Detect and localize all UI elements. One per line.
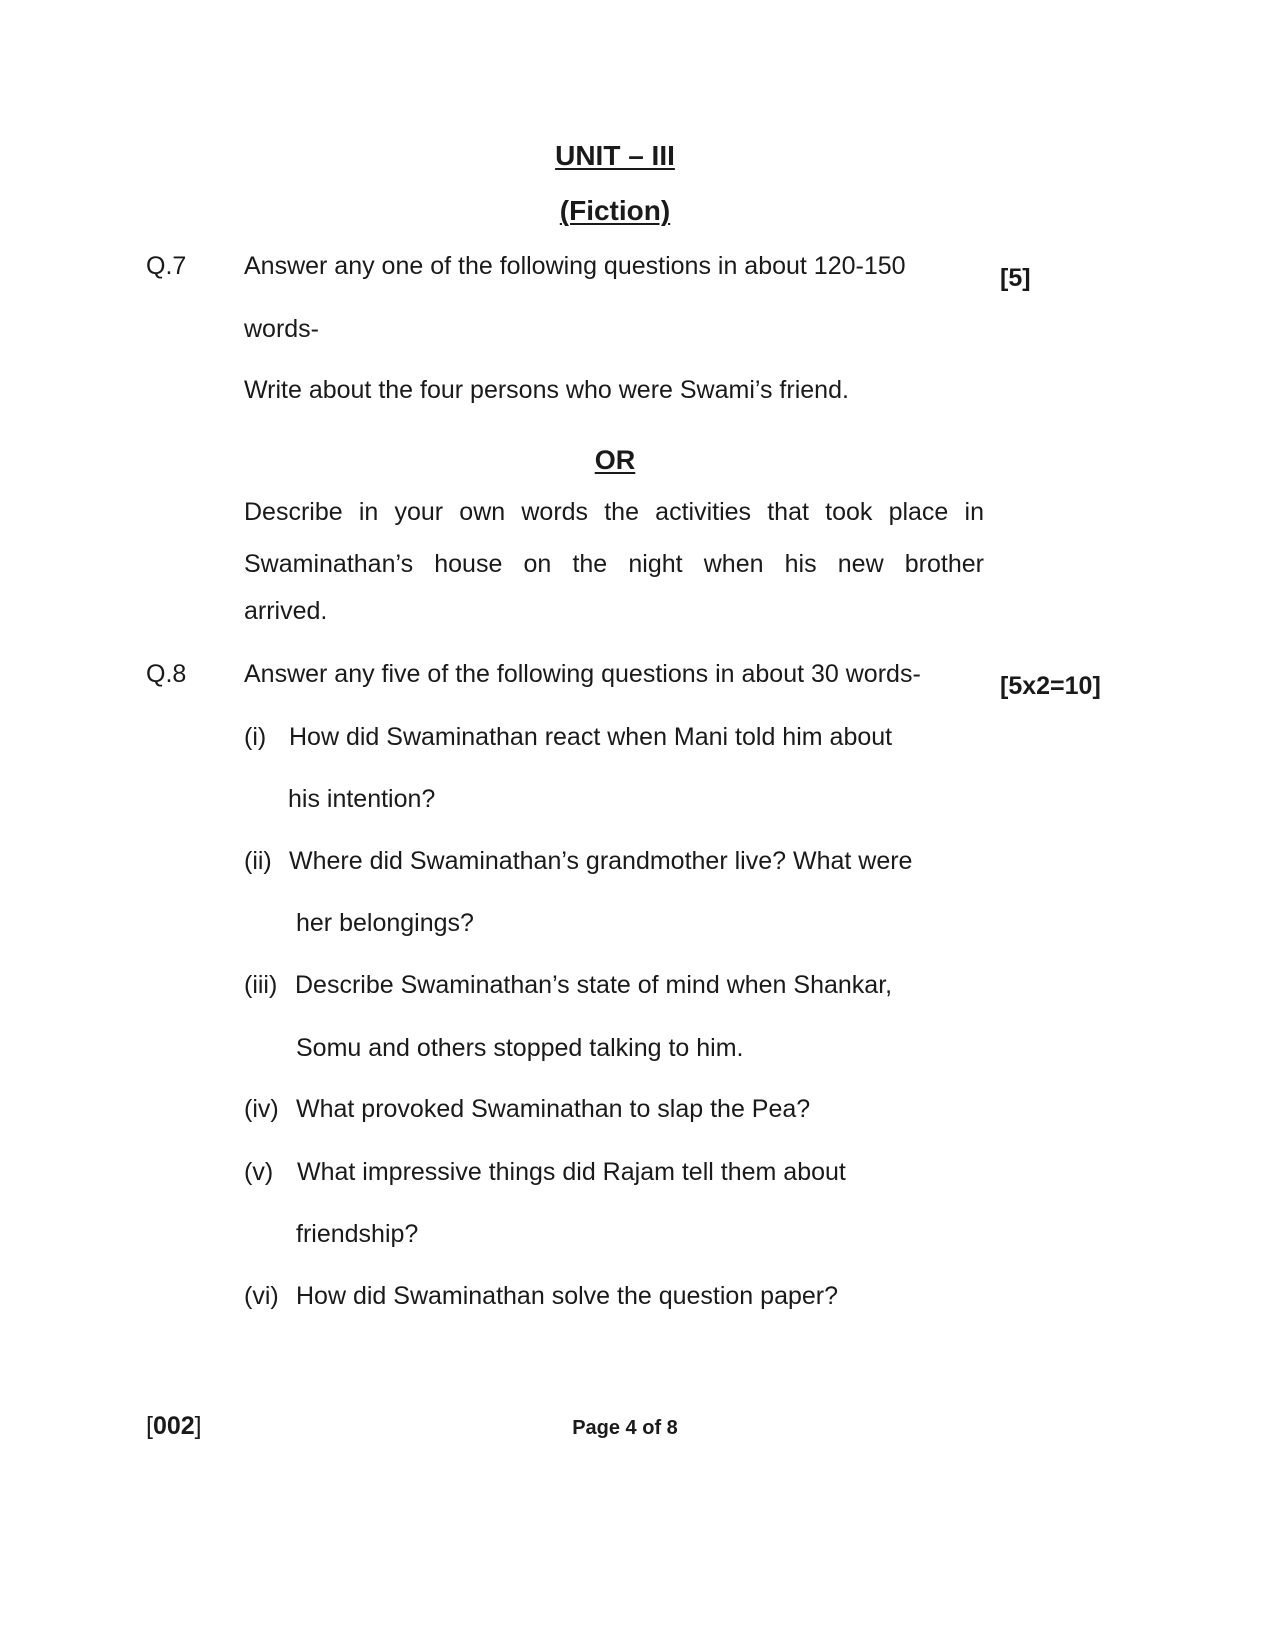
unit-title: UNIT – III bbox=[555, 140, 675, 171]
paper-code-open-bracket: [ bbox=[146, 1412, 153, 1440]
q8-item-label: (iv) bbox=[244, 1095, 279, 1123]
q7-option2-line2: Swaminathan’s house on the night when his new brother bbox=[244, 550, 984, 578]
q7-marks: [5] bbox=[1000, 264, 1031, 292]
q8-item-label: (iii) bbox=[244, 971, 278, 999]
unit-subtitle: (Fiction) bbox=[559, 195, 671, 226]
q8-item-text: Where did Swaminathan’s grandmother live? What were bbox=[289, 847, 913, 875]
q8-item-text-cont: her belongings? bbox=[296, 909, 474, 937]
q8-item-text: What provoked Swaminathan to slap the Pea? bbox=[296, 1095, 811, 1123]
q8-item-label: (ii) bbox=[244, 847, 272, 875]
q7-number: Q.7 bbox=[146, 252, 187, 280]
q7-option1: Write about the four persons who were Swami’s friend. bbox=[244, 376, 849, 404]
q7-instruction-line1: Answer any one of the following questions in about 120-150 bbox=[244, 252, 906, 280]
q7-option2-line1: Describe in your own words the activities that took place in bbox=[244, 498, 984, 526]
q8-item-label: (vi) bbox=[244, 1282, 279, 1310]
or-separator: OR bbox=[594, 445, 636, 475]
paper-code-close-bracket: ] bbox=[194, 1412, 202, 1440]
q8-item-text-cont: friendship? bbox=[296, 1220, 419, 1248]
q8-item-label: (i) bbox=[244, 723, 267, 751]
q8-item-text-cont: Somu and others stopped talking to him. bbox=[296, 1034, 744, 1062]
page-number: Page 4 of 8 bbox=[572, 1417, 678, 1439]
q8-item-text: What impressive things did Rajam tell them about bbox=[297, 1158, 846, 1186]
q7-instruction-line2: words- bbox=[244, 315, 320, 343]
q8-item-text: How did Swaminathan solve the question paper? bbox=[296, 1282, 839, 1310]
q8-number: Q.8 bbox=[146, 660, 187, 688]
q8-instruction: Answer any five of the following questions in about 30 words- bbox=[244, 660, 921, 688]
q8-marks: [5x2=10] bbox=[1000, 672, 1101, 700]
paper-code-value: 002 bbox=[152, 1412, 195, 1440]
q8-item-text: Describe Swaminathan’s state of mind when Shankar, bbox=[295, 971, 893, 999]
q8-item-text: How did Swaminathan react when Mani told him about bbox=[289, 723, 893, 751]
q8-item-label: (v) bbox=[244, 1158, 274, 1186]
q7-option2-line3: arrived. bbox=[244, 597, 328, 625]
q8-item-text-cont: his intention? bbox=[288, 785, 436, 813]
